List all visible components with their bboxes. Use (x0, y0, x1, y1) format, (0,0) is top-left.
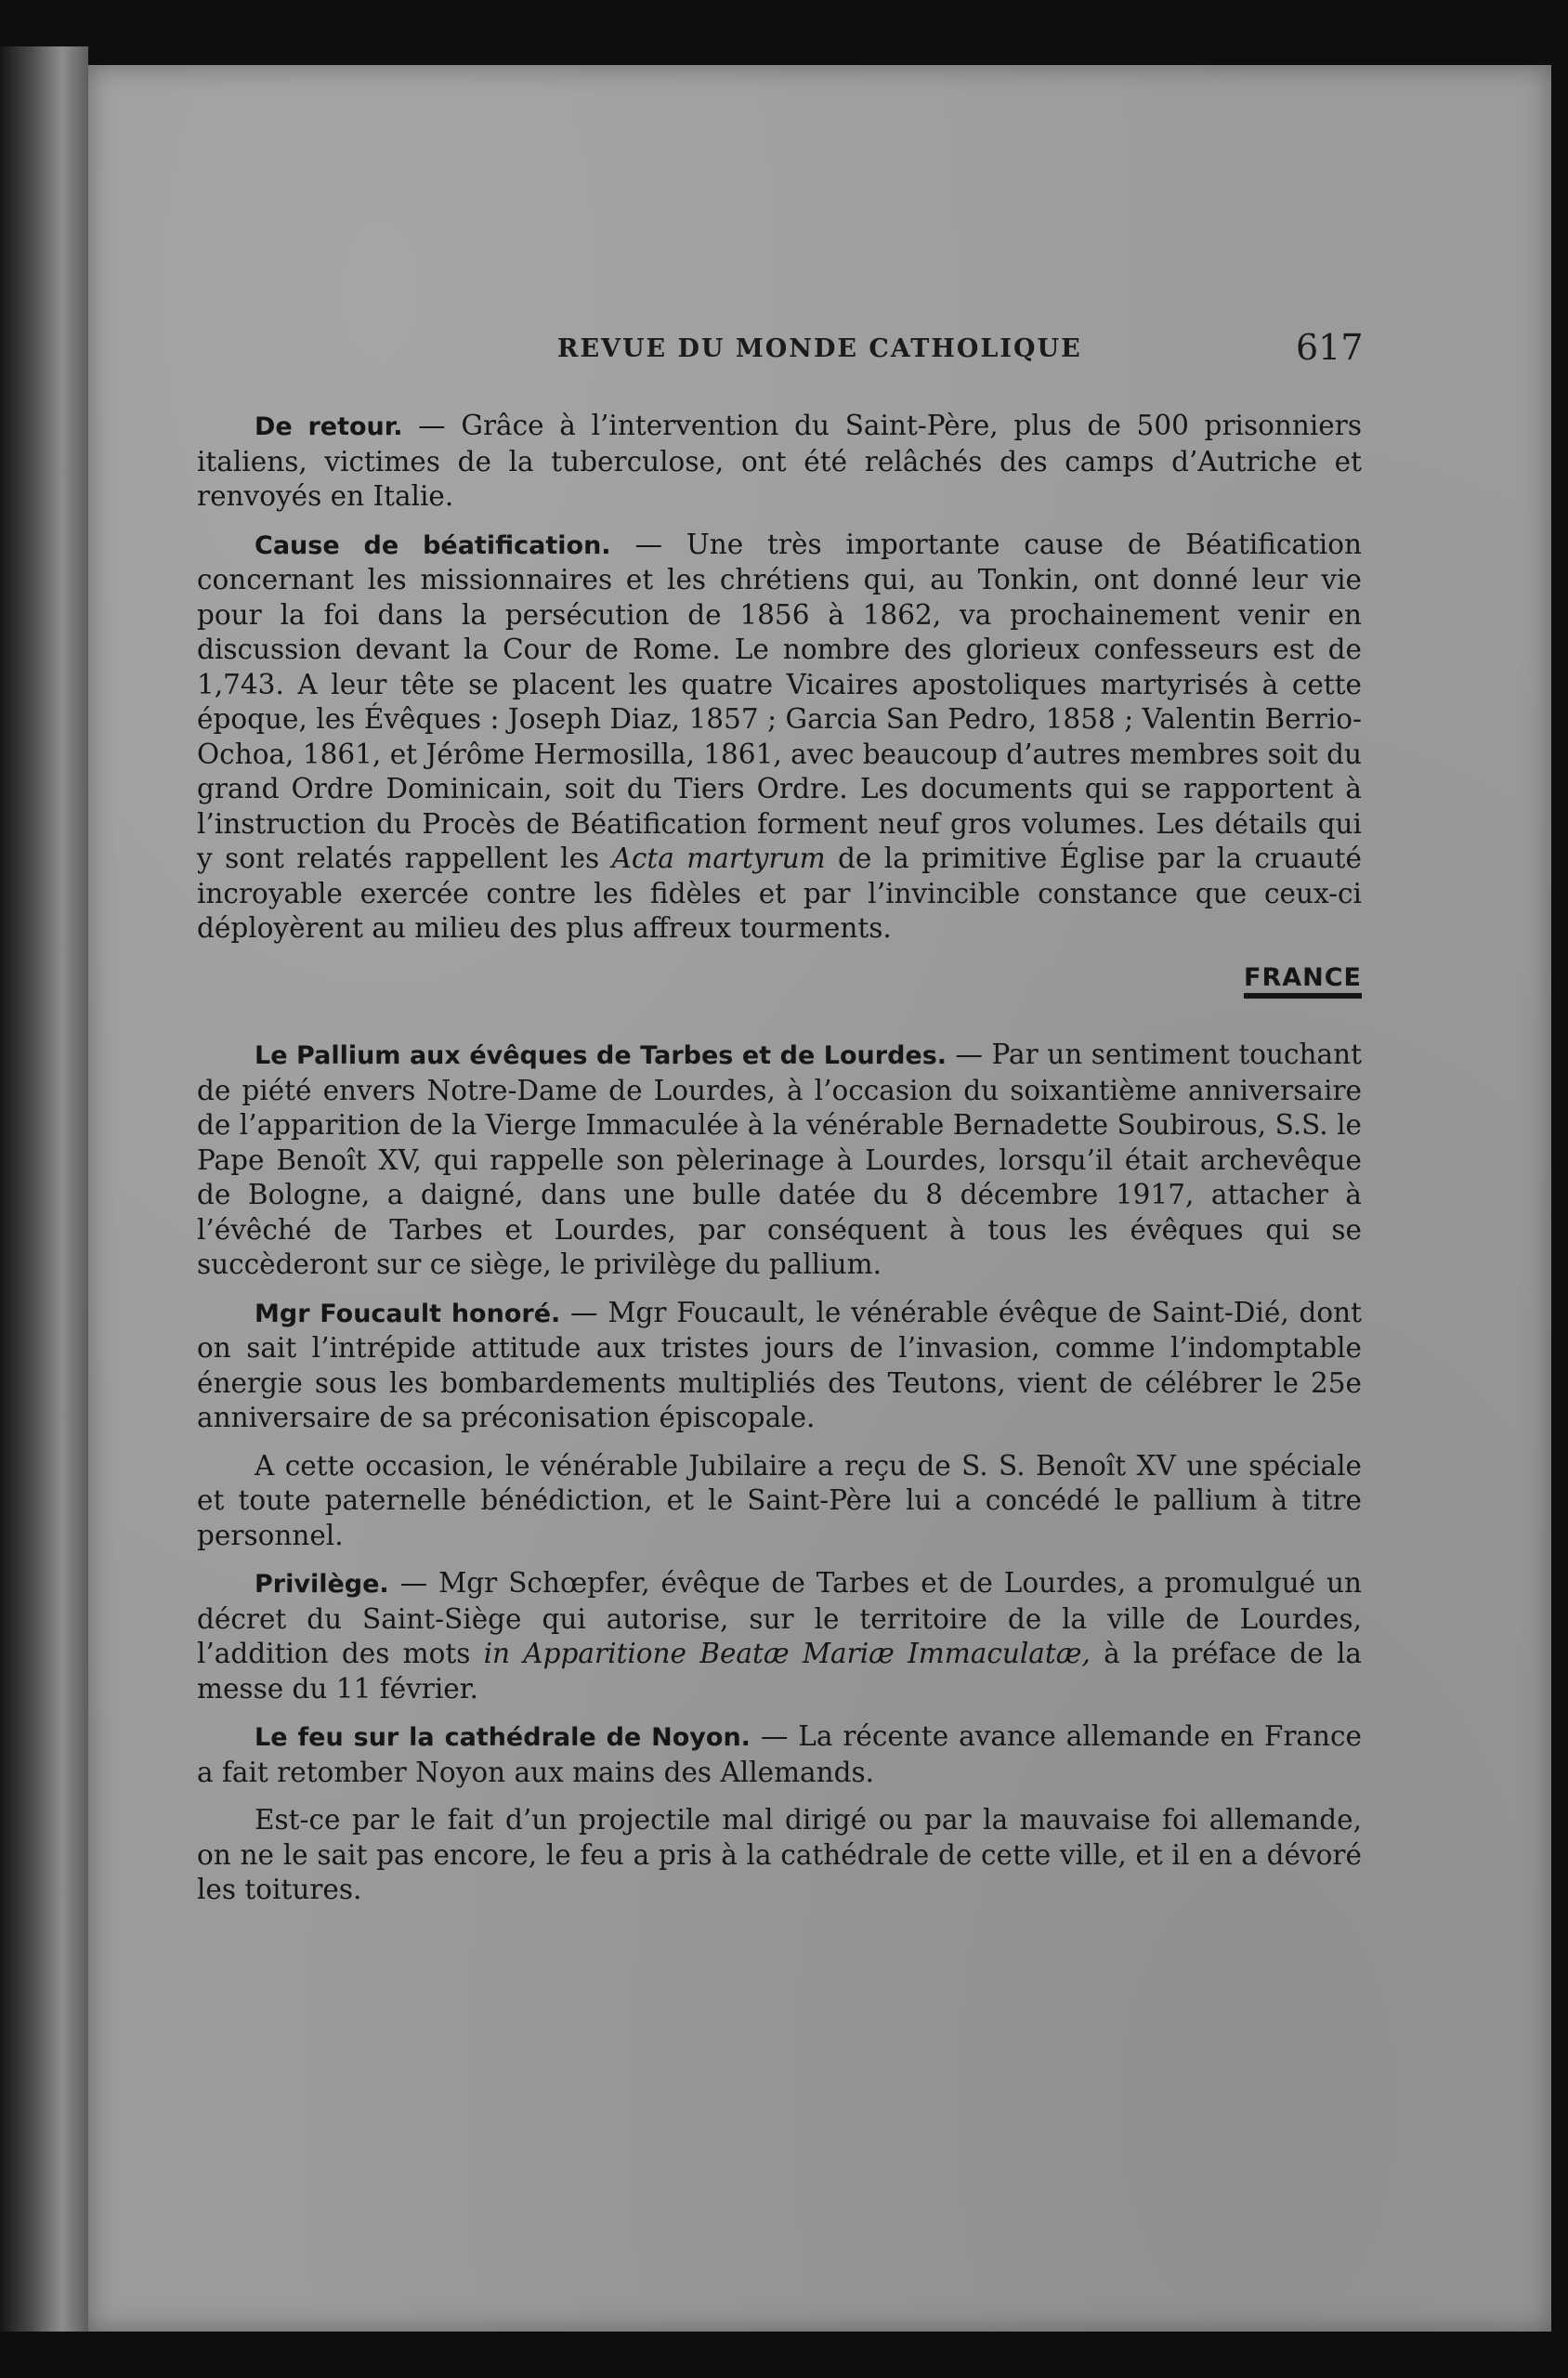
paragraph-text: Est-ce par le fait d’un projectile mal dirigé ou par la mauvaise foi allemande, on ne le sait pas encore, le feu a pris à la cathédrale de cette ville, et il en a dévoré les toitures. (197, 1804, 1362, 1905)
paragraph-lead: Privilège. (255, 1570, 389, 1599)
paragraph-text: — Par un sentiment touchant de piété envers Notre-Dame de Lourdes, à l’occasion du soixantième anniversaire de l’apparition de la Vierge Immaculée à la vénérable Bernadette Soubirous, S.S. le Pape Benoît XV, qui rappelle son pèlerinage à Lourdes, lorsqu’il était archevêque de Bologne, a daigné, dans une bulle datée du 8 décembre 1917, attacher à l’évêché de Tarbes et Lourdes, par conséquent à tous les évêques qui se succèderont sur ce siège, le privilège du pallium. (197, 1039, 1362, 1280)
paragraph-pallium (197, 1038, 1362, 1283)
section-heading-france (197, 960, 1362, 996)
paragraph-lead: Mgr Foucault honoré. (255, 1299, 561, 1328)
paragraph-text-after: à la préface de la messe du 11 février. (197, 1638, 1362, 1705)
paragraph-de-retour (197, 409, 1362, 515)
paragraph-lead: De retour. (255, 412, 403, 441)
adjacent-page-edge (0, 46, 88, 2332)
paragraph-text: — La récente avance allemande en France a fait retomber Noyon aux mains des Allemands. (197, 1720, 1362, 1788)
page-body (197, 409, 1362, 1921)
paragraph-text: — Mgr Foucault, le vénérable évêque de Saint-Dié, dont on sait l’intrépide attitude aux tristes jours de l’invasion, comme l’indomptable énergie sous les bombardements multipliés des Teutons, vient de célébrer le 25e anniversaire de sa préconisation épiscopale. (197, 1296, 1363, 1433)
paragraph-text: — Mgr Schœpfer, évêque de Tarbes et de Lourdes, a promulgué un décret du Saint-Siège qui autorise, sur le territoire de la ville de Lourdes, l’addition des mots (197, 1567, 1362, 1669)
paragraph-noyon (197, 1719, 1362, 1790)
paragraph-lead: Le Pallium aux évêques de Tarbes et de Lourdes. (255, 1041, 947, 1070)
paragraph-text: — Grâce à l’intervention du Saint-Père, plus de 500 prisonniers italiens, victimes de la tuberculose, ont été relâchés des camps d’Autriche et renvoyés en Italie. (197, 410, 1363, 512)
paragraph-lead: Cause de béatification. (255, 530, 611, 560)
paragraph-occasion (197, 1449, 1362, 1554)
page-number: 617 (1296, 327, 1364, 368)
paragraph-privilege (197, 1566, 1362, 1706)
paragraph-projectile (197, 1803, 1362, 1908)
paragraph-lead: Le feu sur la cathédrale de Noyon. (255, 1723, 751, 1752)
italic-phrase: Acta martyrum (611, 843, 826, 874)
italic-phrase: in Apparitione Beatæ Mariæ Immaculatæ, (483, 1638, 1091, 1669)
paragraph-beatification (197, 528, 1362, 947)
paragraph-text: A cette occasion, le vénérable Jubilaire a reçu de S. S. Benoît XV une spéciale et toute paternelle bénédiction, et le Saint-Père lui a concédé le pallium à titre personnel. (197, 1449, 1362, 1551)
paragraph-text-after: de la primitive Église par la cruauté incroyable exercée contre les fidèles et par l’invincible constance que ceux-ci déployèrent au milieu des plus affreux tourments. (197, 843, 1362, 944)
page-header (88, 327, 1551, 383)
paragraph-text: — Une très importante cause de Béatification concernant les missionnaires et les chrétiens qui, au Tonkin, ont donné leur vie pour la foi dans la persécution de 1856 à 1862, va prochainement venir en discussion devant la Cour de Rome. Le nombre des glorieux confesseurs est de 1,743. A leur tête se placent les quatre Vicaires apostoliques martyrisés à cette époque, les Évêques : Joseph Diaz, 1857 ; Garcia San Pedro, 1858 ; Valentin Berrio-Ochoa, 1861, et Jérôme Hermosilla, 1861, avec beaucoup d’autres membres soit du grand Ordre Dominicain, soit du Tiers Ordre. Les documents qui se rapportent à l’instruction du Procès de Béatification forment neuf gros volumes. Les détails qui y sont relatés rappellent les (197, 528, 1362, 874)
section-heading: FRANCE (1244, 963, 1362, 999)
paragraph-foucault (197, 1296, 1362, 1436)
running-title: REVUE DU MONDE CATHOLIQUE (557, 334, 1082, 363)
